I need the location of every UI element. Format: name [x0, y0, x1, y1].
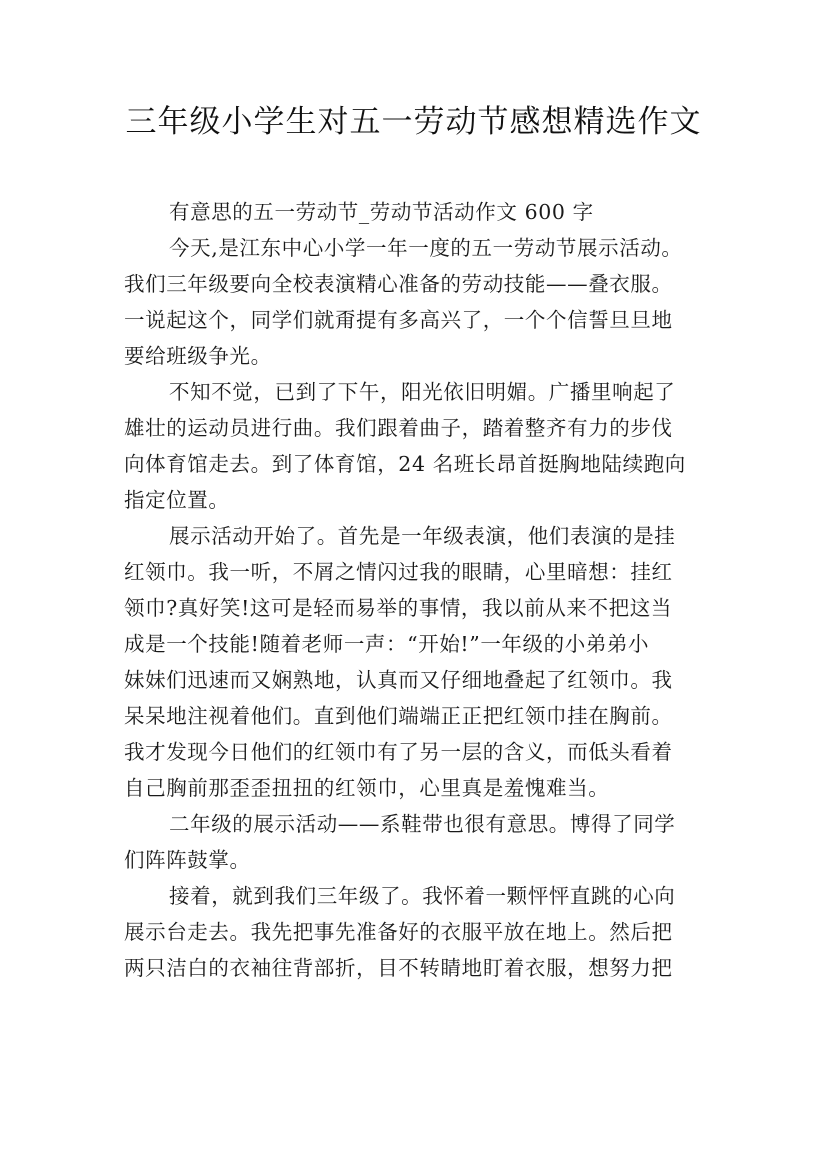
text-line: 我们三年级要向全校表演精心准备的劳动技能——叠衣服。 — [124, 272, 673, 296]
text-line: 一说起这个，同学们就甭提有多高兴了，一个个信誓旦旦地 — [124, 308, 673, 332]
text-line: 要给班级争光。 — [124, 344, 272, 368]
document-body — [124, 194, 720, 986]
text-line: 不知不觉，已到了下午，阳光依旧明媚。广播里响起了 — [169, 380, 676, 404]
text-line: 自己胸前那歪歪扭扭的红领巾，心里真是羞愧难当。 — [124, 776, 610, 800]
text-line: 二年级的展示活动——系鞋带也很有意思。博得了同学 — [169, 812, 676, 836]
text-line: 妹妹们迅速而又娴熟地，认真而又仔细地叠起了红领巾。我 — [124, 668, 673, 692]
text-line: 领巾?真好笑!这可是轻而易举的事情，我以前从来不把这当 — [124, 596, 672, 620]
text-line: 红领巾。我一听，不屑之情闪过我的眼睛，心里暗想：挂红 — [124, 560, 673, 584]
text-line: 雄壮的运动员进行曲。我们跟着曲子，踏着整齐有力的步伐 — [124, 416, 673, 440]
text-line: 我才发现今日他们的红领巾有了另一层的含义，而低头看着 — [124, 740, 673, 764]
text-line: 两只洁白的衣袖往背部折，目不转睛地盯着衣服，想努力把 — [124, 956, 673, 980]
text-line: 指定位置。 — [124, 488, 230, 512]
text-line: 有意思的五一劳动节_劳动节活动作文 600 字 — [169, 200, 594, 224]
text-line: 们阵阵鼓掌。 — [124, 848, 251, 872]
text-line: 呆呆地注视着他们。直到他们端端正正把红领巾挂在胸前。 — [124, 704, 673, 728]
text-line: 今天,是江东中心小学一年一度的五一劳动节展示活动。 — [169, 236, 683, 260]
text-line: 展示台走去。我先把事先准备好的衣服平放在地上。然后把 — [124, 920, 673, 944]
text-line: 向体育馆走去。到了体育馆，24 名班长昂首挺胸地陆续跑向 — [124, 452, 686, 476]
document-title: 三年级小学生对五一劳动节感想精选作文 — [125, 104, 702, 140]
text-line: 展示活动开始了。首先是一年级表演，他们表演的是挂 — [169, 524, 676, 548]
text-line: 接着，就到我们三年级了。我怀着一颗怦怦直跳的心向 — [169, 884, 676, 908]
text-line: 成是一个技能!随着老师一声：“开始!”一年级的小弟弟小 — [124, 632, 650, 656]
